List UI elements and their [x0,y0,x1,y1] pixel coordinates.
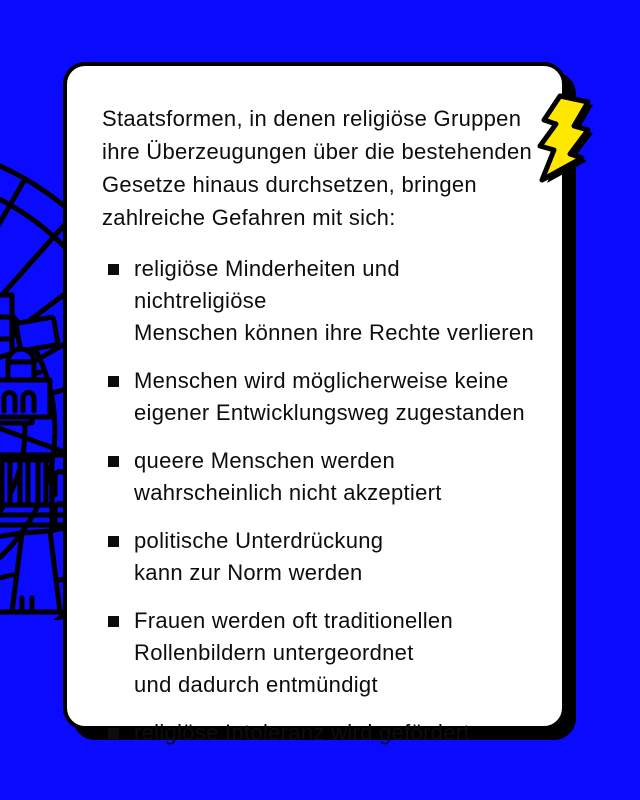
intro-paragraph [102,102,534,234]
list-item-text: Menschen wird möglicherweise keine eigener Entwicklungsweg zugestanden [134,368,525,425]
square-bullet-icon [108,728,119,739]
intro-line: zahlreiche Gefahren mit sich: [102,205,396,230]
list-item [102,605,534,701]
list-item [102,253,534,349]
info-card [63,62,566,745]
square-bullet-icon [108,536,119,547]
square-bullet-icon [108,456,119,467]
lightning-bolt-icon [530,92,594,184]
list-item [102,445,534,509]
list-item-text: politische Unterdrückung kann zur Norm werden [134,528,384,585]
square-bullet-icon [108,264,119,275]
square-bullet-icon [108,376,119,387]
list-item [102,717,534,749]
list-item-text: queere Menschen werden wahrscheinlich nicht akzeptiert [134,448,442,505]
intro-line: ihre Überzeugungen über die bestehenden [102,139,533,164]
square-bullet-icon [108,616,119,627]
list-item-text: religiöse Minderheiten und nichtreligiöse Menschen können ihre Rechte verlieren [134,256,534,345]
list-item [102,525,534,589]
intro-line: Staatsformen, in denen religiöse Gruppen [102,106,522,131]
list-item-text: Frauen werden oft traditionellen Rollenbildern untergeordnet und dadurch entmündigt [134,608,454,697]
list-item-text: religiöse Intoleranz wird gefördert [134,720,470,745]
intro-line: Gesetze hinaus durchsetzen, bringen [102,172,477,197]
list-item [102,365,534,429]
